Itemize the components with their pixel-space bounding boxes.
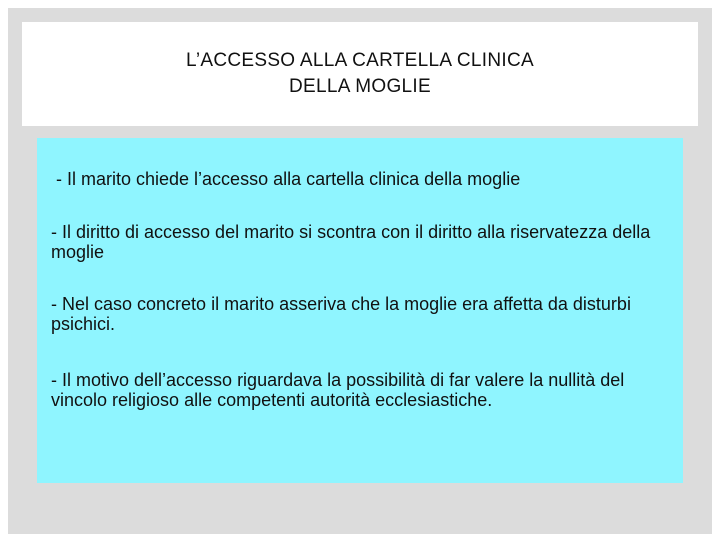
paragraph-2: - Il diritto di accesso del marito si scontra con il diritto alla riservatezza della moglie — [51, 222, 651, 262]
title-line-1: L’ACCESSO ALLA CARTELLA CLINICA — [186, 50, 534, 71]
paragraph-4: - Il motivo dell’accesso riguardava la possibilità di far valere la nullità del vincolo religioso alle competenti autorità ecclesiastiche. — [51, 370, 625, 410]
content-box — [37, 138, 683, 483]
paragraph-3: - Nel caso concreto il marito asseriva che la moglie era affetta da disturbi psichici. — [51, 294, 631, 334]
title-line-2: DELLA MOGLIE — [289, 76, 431, 97]
paragraph-1: - Il marito chiede l’accesso alla cartella clinica della moglie — [56, 169, 521, 189]
slide-title — [22, 48, 698, 100]
title-box — [22, 22, 698, 126]
